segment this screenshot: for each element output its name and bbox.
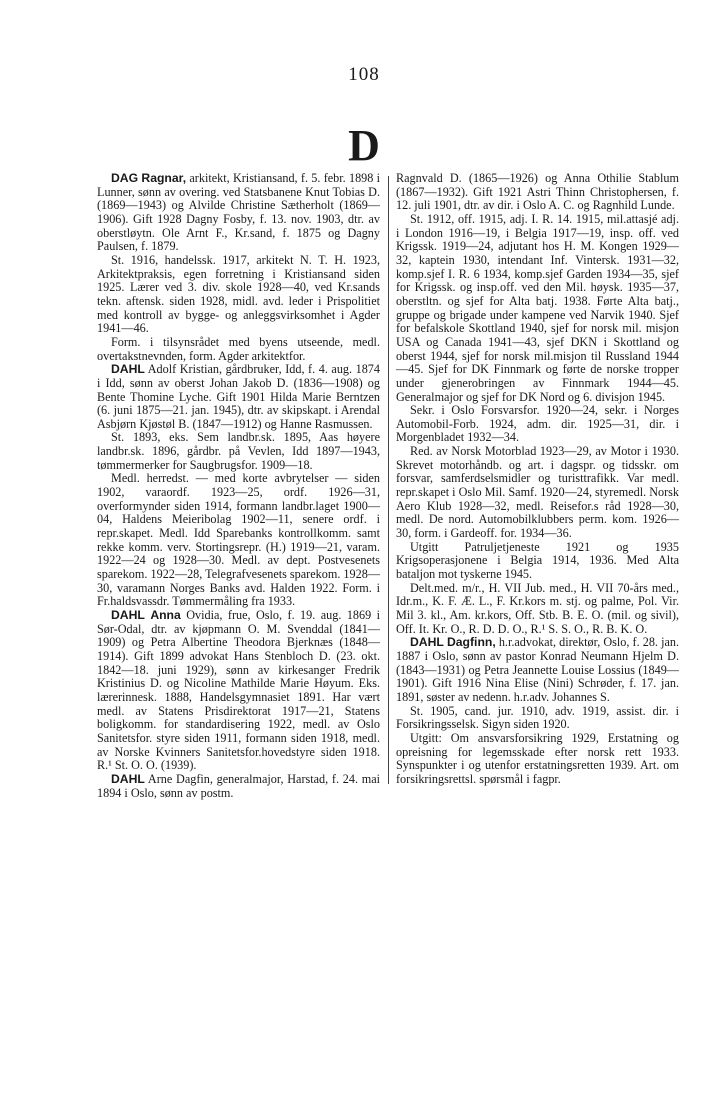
entry-paragraph: Sekr. i Oslo Forsvarsfor. 1920—24, sekr. i Norges Automobil-Forb. 1924, adm. dir. 1925—31, dir. i Morgenbladet 1932—34. — [396, 403, 679, 445]
entry-paragraph: Red. av Norsk Motorblad 1923—29, av Motor i 1930. Skrevet motorhåndb. og art. i dagspr. og tidsskr. om forsvar, samferdselsmidler og turisttrafikk. Var medl. repr.skapet i Oslo Mil. Samf. 1920—24, styremedl. Norsk Aero Klub 1928—32, medl. Reisefor.s råd 1928—30, medl. De nord. Automobilklubbers perm. kom. 1926—30, form. i Gardeoff. for. 1934—36. — [396, 444, 679, 541]
entry-given-name: Anna — [150, 608, 181, 622]
entry-paragraph: St. 1916, handelssk. 1917, arkitekt N. T. H. 1923, Arkitektpraksis, egen forretning i Kristiansand siden 1925. Lærer ved 3. div. skole 1928—40, ved Kr.sands tekn. aftensk. siden 1928, midl. avd. leder i Prispolitiet med kontroll av bygge- og anleggsvirksomhet i Agder 1941—46. — [97, 252, 380, 336]
entry-given-name: Adolf Kristian, — [147, 362, 223, 377]
right-column — [396, 172, 679, 787]
entry-given-name: Arne Dagfin, — [147, 771, 213, 786]
entry-dag-ragnar — [97, 172, 380, 363]
entry-dahl-dagfinn — [396, 636, 679, 786]
entry-dahl-arne-continued — [396, 172, 679, 636]
entry-surname: DAG — [111, 171, 139, 185]
page-number: 108 — [348, 64, 380, 85]
column-divider — [388, 176, 389, 784]
section-letter: D — [348, 121, 380, 170]
entry-text: generalmajor, Harstad, f. 24. mai 1894 i Oslo, sønn av postm. — [97, 771, 380, 800]
entry-dahl-anna — [97, 609, 380, 773]
entry-paragraph: Utgitt Patruljetjeneste 1921 og 1935 Krigsoperasjonene i Belgia 1914, 1936. Med Alta bataljon mot tyskerne 1945. — [396, 539, 679, 582]
entry-surname: DAHL — [111, 608, 145, 622]
entry-text: Ovidia, frue, Oslo, f. 19. aug. 1869 i Sør-Odal, dtr. av kjøpmann O. M. Svenddal (1841—1909) og Petra Albertine Theodora Bjerknæs (1848—1914). Gift 1899 advokat Hans Stenbloch D. (23. okt. 1842—18. juni 1929), sønn av kirkesanger Fredrik Kristinius D. og Nicoline Mathilde Marie Høyum. Eks. lærerinnesk. 1888, Handelsgymnasiet 1891. Har vært medl. av Statens Prisdirektorat 1917—21, Statens boligkomm. for standardisering 1922, medl. av Oslo Sanitetsfor. styre siden 1911, formann siden 1918, medl. av Norske Kvinners Sanitetsfor.hovedstyre siden 1918. R.¹ St. O. O. (1939). — [97, 608, 381, 773]
entry-surname: DAHL — [111, 362, 145, 377]
entry-paragraph: Utgitt: Om ansvarsforsikring 1929, Erstatning og opreisning for legemsskade efter norsk rett 1933. Synspunkter i og utenfor erstatningsretten 1939. Art. om forsikringsrettsl. spørsmål i fagpr. — [396, 730, 679, 786]
entry-text: gårdbruker, Idd, f. 4. aug. 1874 i Idd, sønn av oberst Johan Jakob D. (1836—1908) og Bente Thomine Lyche. Gift 1901 Hilda Marie Berntzen (6. juni 1875—21. jan. 1945), dtr. av skipskapt. i Arendal Asbjørn Kjøstøl B. (1847—1912) og Hanne Rasmussen. — [97, 362, 380, 431]
entry-surname: DAHL — [111, 771, 145, 786]
entry-paragraph: St. 1905, cand. jur. 1910, adv. 1919, assist. dir. i Forsikringsselsk. Sigyn siden 1920. — [396, 703, 679, 732]
entry-given-name: Ragnar, — [141, 171, 187, 185]
entry-dahl-adolf — [97, 363, 380, 609]
entry-given-name: Dagfinn, — [446, 635, 496, 650]
entry-text: arkitekt, Kristiansand, f. 5. febr. 1898 i Lunner, sønn av overing. ved Statsbanene Knut Tobias D. (1869—1943) og Alvilde Christine Sætherholt (1869—1906). Gift 1928 Dagny Fosby, f. 13. nov. 1903, dtr. av oberstløytn. Ole Arnt F., Kr.sand, f. 1875 og Dagny Paulsen, f. 1879. — [97, 171, 381, 254]
entry-paragraph: Delt.med. m/r., H. VII Jub. med., H. VII 70-års med., Idr.m., K. F. Æ. L., F. Kr.kors m. stj. og palme, Pol. Vir. Mil 3. kl., Am. kr.kors, Off. Stb. B. E. O. (mil. og sivil), Off. It. Kr. O., R. D. D. O., R.¹ S. S. O., R. B. K. O. — [396, 580, 679, 636]
entry-text: h.r.advokat, direktør, Oslo, f. 28. jan. 1887 i Oslo, sønn av pastor Konrad Neumann Hjelm D. (1843—1931) og Petra Jeannette Louise Lossius (1849—1901). Gift 1916 Nina Elise (Nini) Schrøder, f. 17. jan. 1891, søster av nedenn. h.r.adv. Johannes S. — [396, 635, 680, 704]
entry-surname: DAHL — [410, 635, 444, 650]
left-column — [97, 172, 380, 800]
entry-paragraph: Form. i tilsynsrådet med byens utseende, medl. overtakstnevnden, form. Agder arkitektfor. — [97, 334, 380, 363]
entry-paragraph: Medl. herredst. — med korte avbrytelser — siden 1902, varaordf. 1923—25, ordf. 1926—31, overformynder siden 1914, formann landbr.laget 1900—04, Haldens Meieribolag 1902—11, senere ordf. i repr.skapet. Medl. Idd Sparebanks kontrollkomm. samt rekke komm. verv. Stortingsrepr. (H.) 1919—21, varam. 1922—24 og 1928—30. Medl. av dept. Postvesenets sparekom. 1922—28, Telegrafvesenets sparekom. 1928—30, varamann Norges Banks avd. Halden 1922. Form. i Fr.haldsvassdr. Tømmermåling fra 1933. — [97, 471, 380, 609]
entry-dahl-arne — [97, 773, 380, 800]
entry-paragraph: St. 1912, off. 1915, adj. I. R. 14. 1915, mil.attasjé adj. i London 1916—19, i Belgia 1917—19, insp. off. ved Krigssk. 1919—24, adjutant hos H. M. Kongen 1929—32, kaptein 1930, intendant Inf. Vintersk. 1931—32, komp.sjef I. R. 6 1934, komp.sjef Garden 1934—35, sjef for Krigssk. og insp.off. ved den Mil. høysk. 1935—37, oberstltn. og sjef for Alta batj. 1938. Førte Alta batj., gruppe og brigade under kampene ved Narvik 1940. Sjef for befalskole Skottland 1940, sjef for norsk mil. misjon USA og Canada 1941—43, sjef DKN i Skottland og oberst 1944, sjef for norsk mil.misjon til Russland 1944—45. Sjef for DK Finnmark og førte de norske tropper under gjenerobringen av Finnmark 1944—45. Generalmajor og sjef for DK Nord og 6. divisjon 1945. — [396, 211, 679, 404]
entry-paragraph: St. 1893, eks. Sem landbr.sk. 1895, Aas høyere landbr.sk. 1896, gårdbr. på Vevlen, Idd 1897—1943, tømmermerker for Saugbrugsfor. 1909—18. — [97, 430, 380, 472]
entry-paragraph: Ragnvald D. (1865—1926) og Anna Othilie Stablum (1867—1932). Gift 1921 Astri Thinn Christophersen, f. 12. juli 1901, dtr. av dir. i Oslo A. C. og Ragnhild Lunde. — [396, 171, 679, 213]
